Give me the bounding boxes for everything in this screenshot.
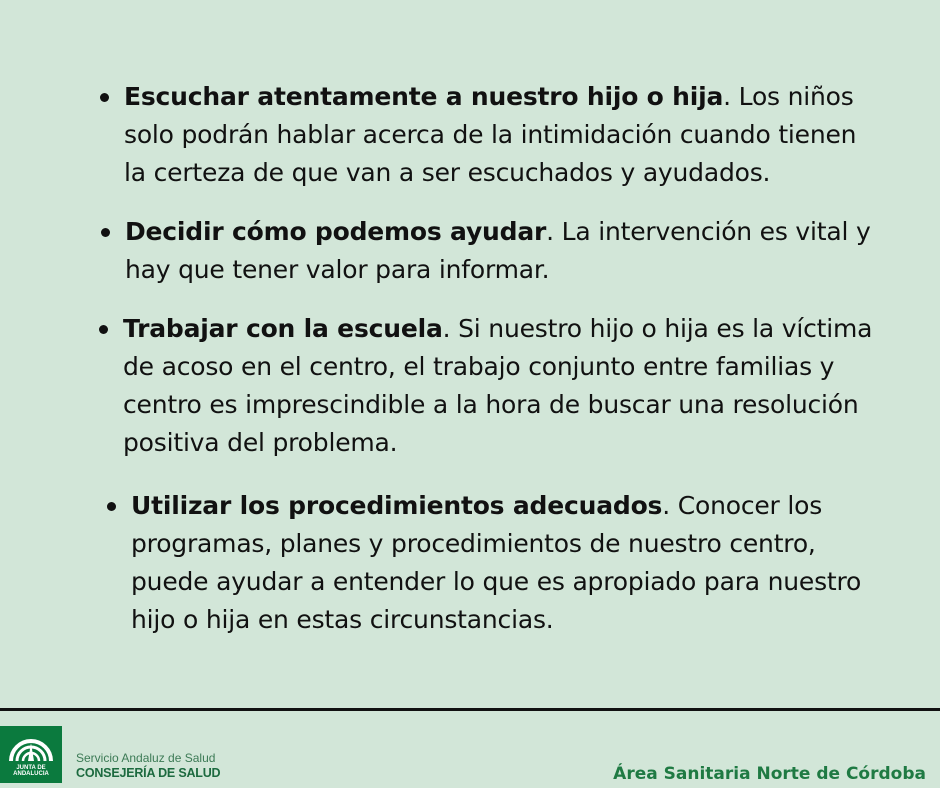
bullet-icon [100,93,109,102]
item-text: . Conocer los programas, planes y procedimientos de nuestro centro, puede ayudar a entender lo que es apropiado para nuestro hijo o hija en estas circunstancias. [131,491,862,634]
list-item [125,213,885,289]
item-text: . Los niños solo podrán hablar acerca de la intimidación cuando tienen la certeza de que van a ser escuchados y ayudados. [124,82,857,187]
item-bold-text: Trabajar con la escuela [123,314,443,343]
arch-emblem-icon [7,731,55,765]
item-text: . Si nuestro hijo o hija es la víctima de acoso en el centro, el trabajo conjunto entre familias y centro es imprescindible a la hora de buscar una resolución positiva del problema. [123,314,873,457]
list-item [124,78,884,192]
dept-name: CONSEJERÍA DE SALUD [76,766,221,780]
list-item [131,487,891,639]
bullet-icon [101,228,110,237]
item-text: . La intervención es vital y hay que tener valor para informar. [125,217,871,284]
footer-divider [0,708,940,711]
item-bold-text: Utilizar los procedimientos adecuados [131,491,663,520]
item-bold-text: Decidir cómo podemos ayudar [125,217,547,246]
junta-andalucia-logo [0,726,62,783]
org-name: Servicio Andaluz de Salud [76,751,216,765]
list-item [123,310,883,462]
logo-label: JUNTA DE ANDALUCIA [13,765,49,777]
bullet-icon [107,502,116,511]
bullet-icon [99,325,108,334]
item-bold-text: Escuchar atentamente a nuestro hijo o hija [124,82,724,111]
area-name: Área Sanitaria Norte de Córdoba [613,764,926,784]
